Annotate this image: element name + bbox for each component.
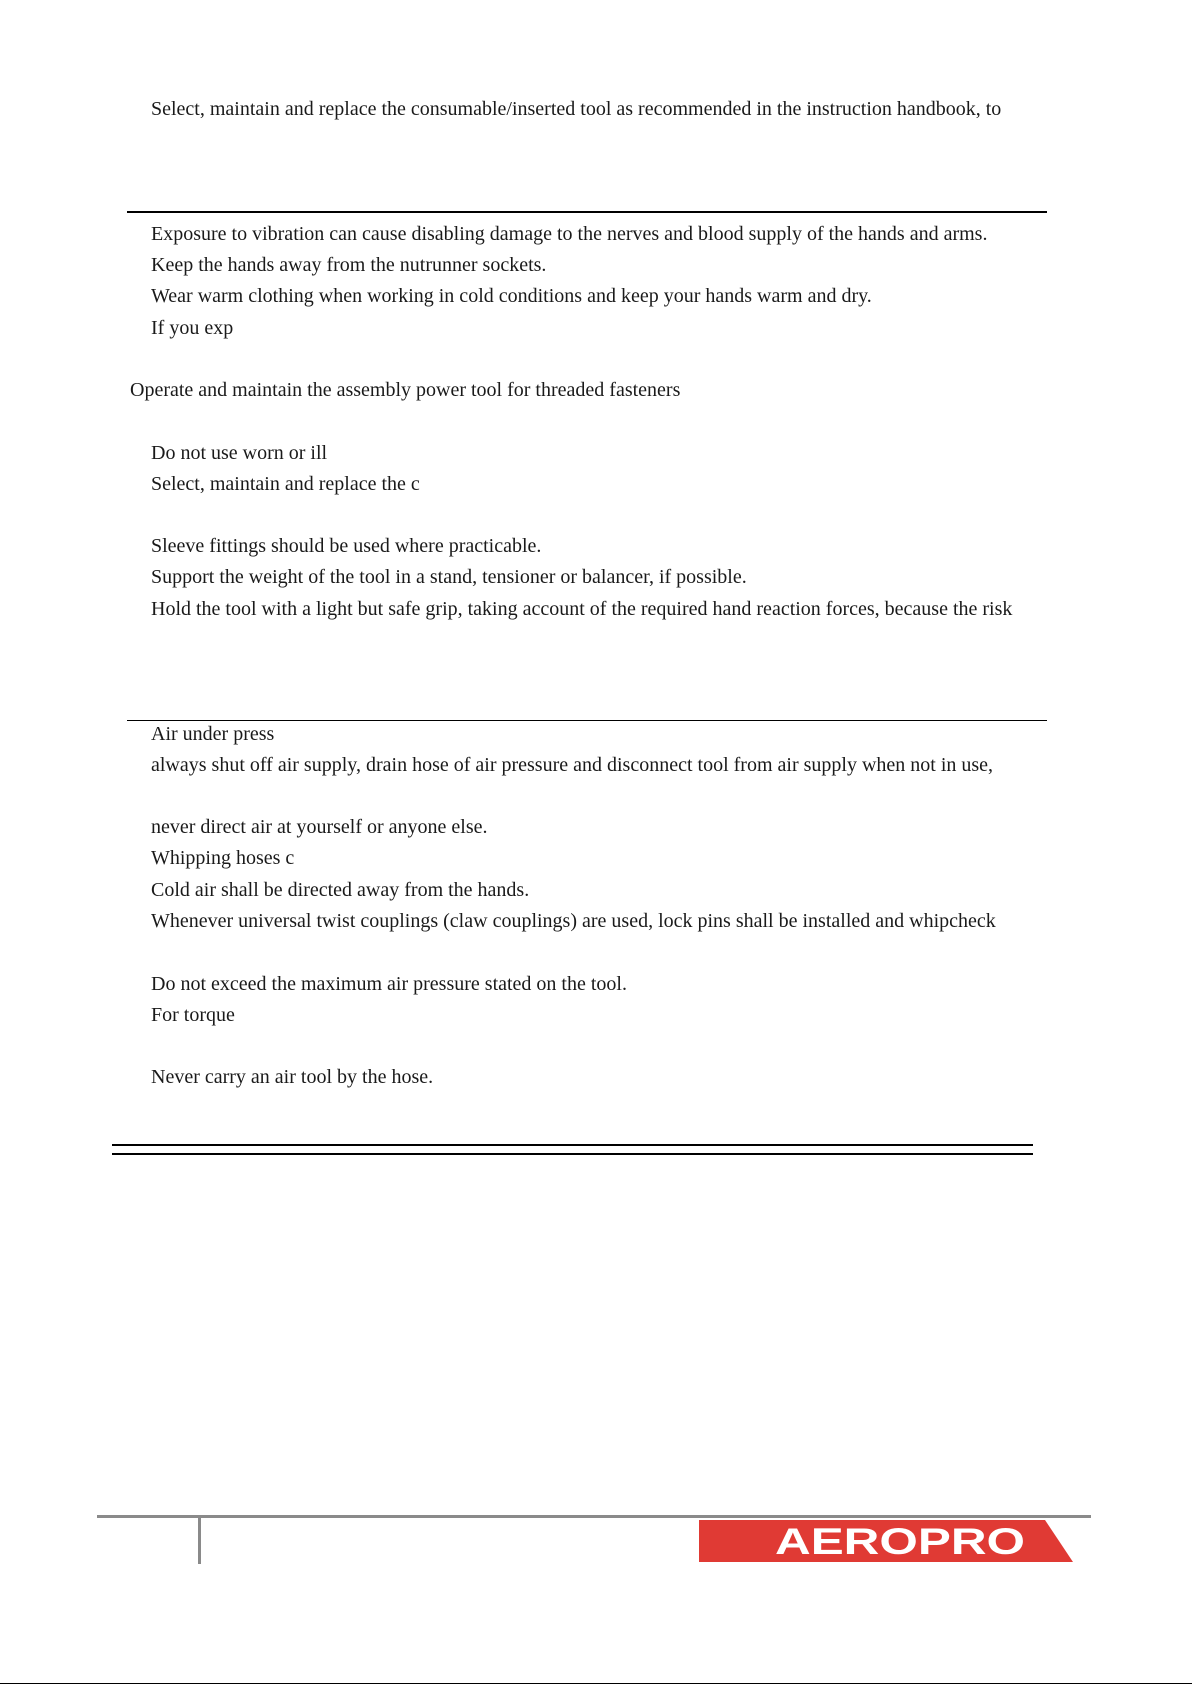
section-divider — [127, 720, 1047, 721]
text-line: Hold the tool with a light but safe grip, taking account of the required hand reaction forces, because the risk — [151, 598, 1013, 620]
section-heading: Operate and maintain the assembly power tool for threaded fasteners — [130, 379, 681, 401]
footer-separator — [198, 1518, 201, 1564]
text-line: Wear warm clothing when working in cold conditions and keep your hands warm and dry. — [151, 285, 872, 307]
text-line: Whipping hoses c — [151, 847, 295, 869]
section-divider — [127, 211, 1047, 213]
text-line: Do not exceed the maximum air pressure stated on the tool. — [151, 973, 627, 995]
text-line: Air under press — [151, 723, 275, 745]
text-line: always shut off air supply, drain hose of air pressure and disconnect tool from air supply when not in use, — [151, 754, 994, 776]
svg-text:AEROPRO: AEROPRO — [775, 1521, 1025, 1562]
text-line: For torque — [151, 1004, 235, 1026]
text-line: Sleeve fittings should be used where practicable. — [151, 535, 542, 557]
page-bottom-edge — [0, 1683, 1192, 1684]
end-divider-bottom — [112, 1153, 1033, 1155]
text-line: Support the weight of the tool in a stand, tensioner or balancer, if possible. — [151, 566, 747, 588]
aeropro-logo — [699, 1520, 1073, 1562]
text-line: If you exp — [151, 317, 234, 339]
text-line: Select, maintain and replace the c — [151, 473, 420, 495]
text-line: Whenever universal twist couplings (claw couplings) are used, lock pins shall be installed and whipcheck — [151, 910, 996, 932]
text-line: never direct air at yourself or anyone else. — [151, 816, 488, 838]
end-divider-top — [112, 1144, 1033, 1146]
text-line: Cold air shall be directed away from the hands. — [151, 879, 530, 901]
text-line: Select, maintain and replace the consumable/inserted tool as recommended in the instruction handbook, to — [151, 98, 1002, 120]
footer-rule — [97, 1515, 1091, 1518]
text-line: Keep the hands away from the nutrunner sockets. — [151, 254, 547, 276]
text-line: Exposure to vibration can cause disabling damage to the nerves and blood supply of the hands and arms. — [151, 223, 988, 245]
text-line: Never carry an air tool by the hose. — [151, 1066, 434, 1088]
text-line: Do not use worn or ill — [151, 442, 328, 464]
